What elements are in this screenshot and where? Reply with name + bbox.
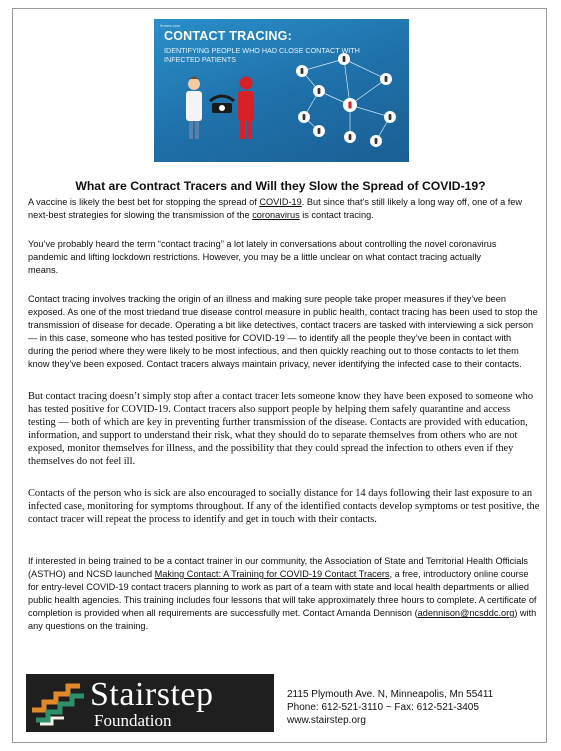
article-headline: What are Contract Tracers and Will they Slow the Spread of COVID-19? xyxy=(75,179,486,193)
paragraph-text: Contact tracing involves tracking the origin of an illness and making sure people take proper measures if they’ve been exposed. As one of the most triedand true disease control measure in public health, contact tracing has been used to stop the transmission of disease for decade. Operating a bit like detectives, contact tracers are tasked with interviewing a sick person — in this case, someone who has tested positive for COVID-19 — to identify all the people they’ve been in contact with during the period where they were likely to be most infectious, and then quickly reaching out to those contacts to let them know they’ve been exposed. Contact tracers always maintain privacy, never identifying the infected case to their contacts. xyxy=(28,294,538,369)
text: , a free, introductory online course for entry-level COVID-19 contact tracers planning to work as part of a team with state and local health departments or allied public health agencies. This training includes four lessons that will take approximately three hours to complete. A certificate of completion is provided when all requirements are successfully met. Contact Amanda Dennison ( xyxy=(28,569,537,618)
telephone-icon xyxy=(210,96,234,113)
text: is contact tracing. xyxy=(299,210,374,220)
paragraph-definition xyxy=(28,238,508,277)
logo-subtitle: Foundation xyxy=(94,711,172,730)
paragraph-text: But contact tracing doesn’t simply stop after a contact tracer lets someone know they have been exposed to someone who has tested positive for COVID-19. Contact tracers also support people by helping them safely quarantine and access testing — both of which are key in preventing further transmission of the disease. Contacts are provided with education, information, and support to understand their risk, what they should do to separate themselves from others who are not exposed, monitor themselves for illness, and the possibility that they could spread the infection to others even if they themselves do not feel ill. xyxy=(28,391,534,467)
paragraph-support xyxy=(28,390,540,468)
paragraph-quarantine xyxy=(28,487,540,526)
training-course-link[interactable]: Making Contact: A Training for COVID-19 Contact Tracers xyxy=(154,569,390,579)
paragraph-training xyxy=(28,555,538,633)
hero-subtitle: IDENTIFYING PEOPLE WHO HAD CLOSE CONTACT WITH INFECTED PATIENTS xyxy=(164,46,360,64)
paragraph-process xyxy=(28,293,538,371)
stairstep-logo-icon xyxy=(30,680,90,726)
paragraph-text: Contacts of the person who is sick are also encouraged to socially distance for 14 days following their last exposure to an infected case, monitoring for symptoms throughout. If any of the identified contacts develop symptoms or test positive, the contact tracer will repeat the process to identify and get in touch with their contacts. xyxy=(28,488,540,525)
text: A vaccine is likely the best bet for stopping the spread of xyxy=(28,197,260,207)
hero-source: 9news.com xyxy=(160,23,181,28)
phone-fax-line: Phone: 612-521-3110 ~ Fax: 612-521-3405 xyxy=(287,702,479,713)
coronavirus-link[interactable]: coronavirus xyxy=(252,210,300,220)
covid19-link[interactable]: COVID-19 xyxy=(259,197,302,207)
text: If interested in being trained to be a contact trainer in our community, the Association of State and Territorial Health Officials (ASTHO) and NCSD launched xyxy=(28,556,528,579)
paragraph-intro xyxy=(28,196,538,222)
paragraph-text: You’ve probably heard the term “contact tracing” a lot lately in conversations about controlling the novel coronavirus pandemic and lifting lockdown restrictions. However, you may be a little unclear on what contact tracing actually means. xyxy=(28,239,497,275)
doctor-icon xyxy=(186,77,202,140)
hero-image xyxy=(154,19,409,162)
contact-address xyxy=(287,688,493,727)
website-link[interactable]: www.stairstep.org xyxy=(287,715,366,726)
text: ) with any questions on the training. xyxy=(28,608,537,631)
logo-name: Stairstep xyxy=(90,676,214,713)
stairstep-logo xyxy=(26,674,274,732)
email-link[interactable]: adennison@ncsddc.org xyxy=(417,608,515,618)
infected-person-icon xyxy=(238,77,254,140)
hero-title: CONTACT TRACING: xyxy=(164,29,292,43)
address-line: 2115 Plymouth Ave. N, Minneapolis, Mn 55411 xyxy=(287,689,494,700)
text: . But since that’s still likely a long way off, one of a few next-best strategies for slowing the transmission of the xyxy=(28,197,523,220)
